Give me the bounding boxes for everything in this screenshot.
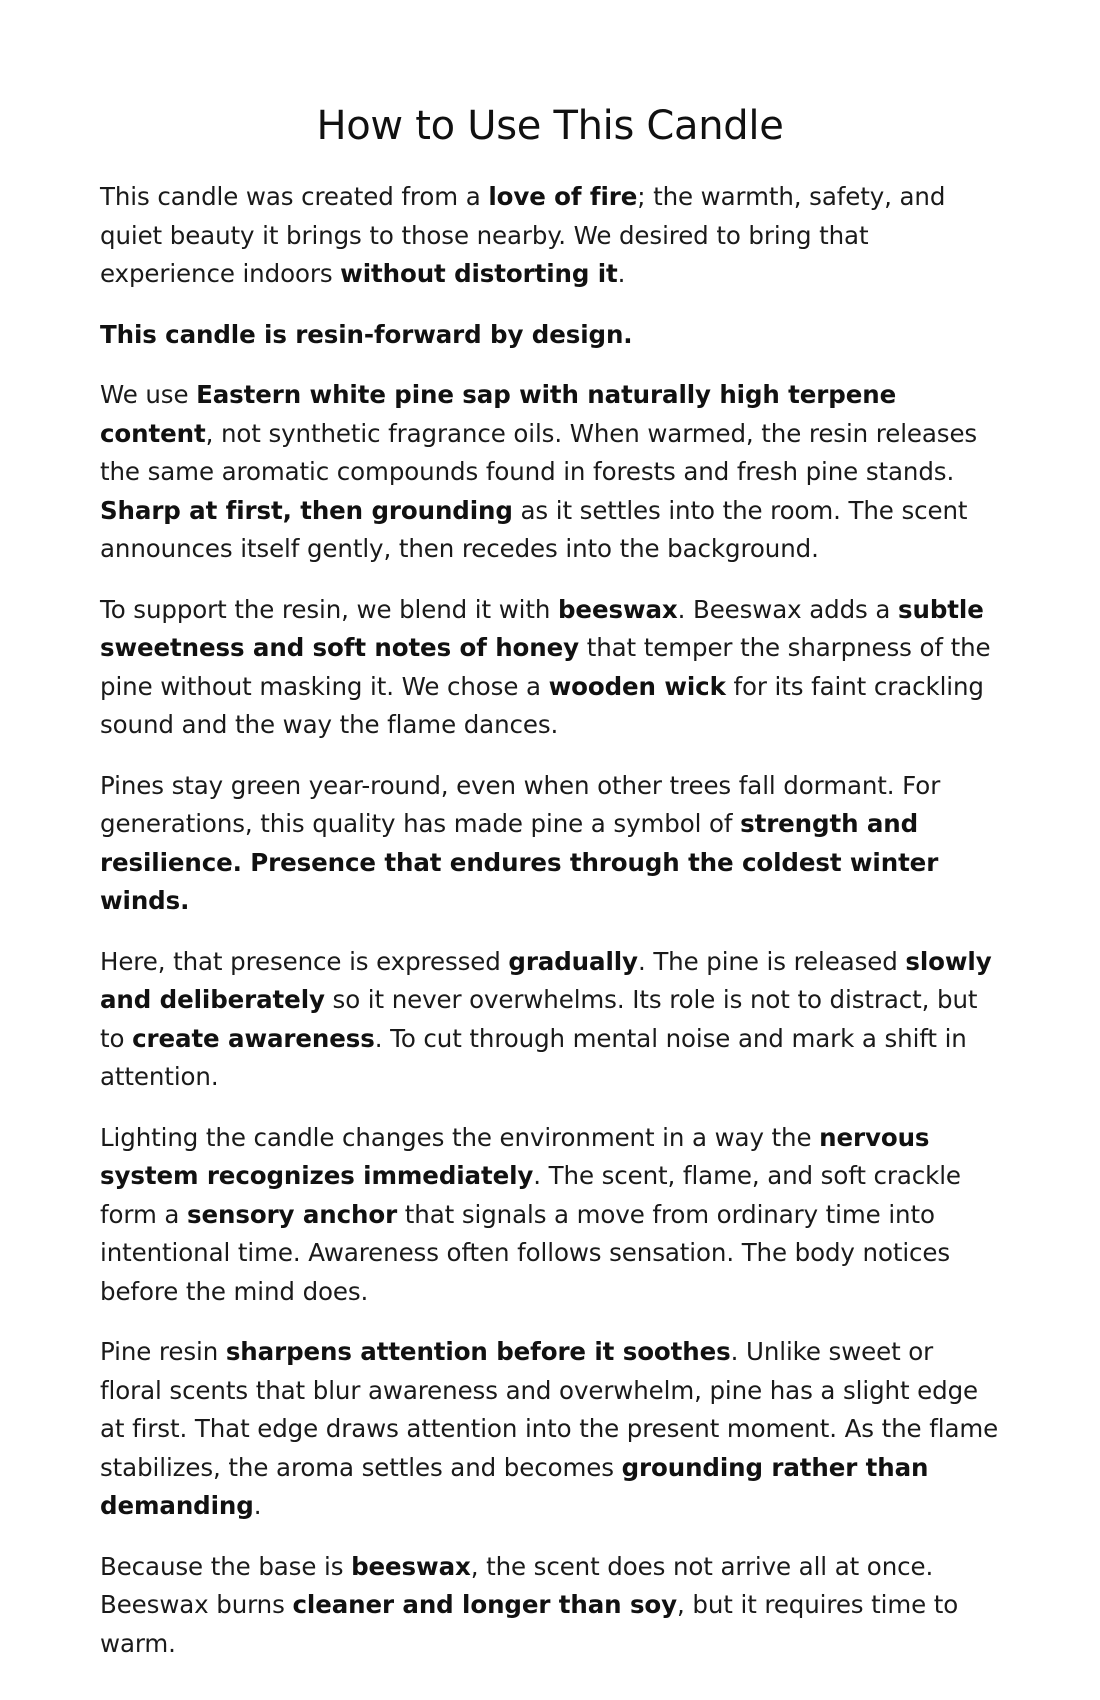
emphasis-text: slowly and deliberately [100, 946, 992, 1014]
body-text: . The scent, flame, and soft crackle form a [100, 1161, 961, 1229]
emphasis-text: beeswax [557, 594, 678, 624]
emphasis-text: love of fire [488, 182, 638, 211]
emphasis-text: Eastern white pine sap with naturally high terpene content [100, 380, 897, 448]
body-text: To support the resin, we blend it with [100, 594, 558, 624]
emphasis-text: Sharp at first, then grounding [100, 495, 513, 525]
body-text: Pine resin [100, 1337, 226, 1366]
emphasis-text: create awareness [132, 1023, 375, 1053]
emphasis-text: sensory anchor [187, 1199, 398, 1229]
body-text: . The pine is released [637, 946, 906, 976]
body-text: . [253, 1491, 262, 1520]
emphasis-text: without distorting it [340, 259, 618, 288]
paragraph-sensory-anchor [100, 1119, 1000, 1312]
body-text: . Unlike sweet or floral scents that blur awareness and overwhelm, pine has a slight edge at first. That edge draws attention into the present moment. As the flame stabilizes, the aroma settles and becomes [100, 1337, 999, 1482]
body-text: that signals a move from ordinary time into intentional time. Awareness often follows sensation. The body notices before the mind does. [100, 1199, 951, 1306]
paragraph-gradual-presence [100, 943, 1000, 1097]
emphasis-text: wooden wick [548, 671, 726, 701]
paragraph-love-of-fire [100, 178, 1000, 294]
body-text: Because the base is [100, 1551, 352, 1581]
paragraph-beeswax-base [100, 1548, 1000, 1664]
paragraph-resin-forward [100, 316, 1000, 355]
paragraph-sharpens-attention [100, 1333, 1000, 1526]
body-text: We use [100, 380, 197, 409]
body-text: so it never overwhelms. Its role is not to distract, but to [100, 985, 978, 1053]
emphasis-text: gradually [508, 946, 638, 976]
body-text: that temper the sharpness of the pine without masking it. We chose a [100, 633, 991, 701]
emphasis-text: subtle sweetness and soft notes of honey [100, 594, 984, 662]
body-text: ; the warmth, safety, and quiet beauty it brings to those nearby. We desired to bring that experience indoors [100, 182, 946, 288]
body-text: Lighting the candle changes the environment in a way the [100, 1122, 820, 1152]
paragraph-beeswax-blend [100, 591, 1000, 745]
paragraph-pine-sap [100, 376, 1000, 569]
body-text: . Beeswax adds a [677, 594, 899, 624]
emphasis-text: nervous system recognizes immediately [100, 1122, 930, 1190]
body-text: . To cut through mental noise and mark a shift in attention. [100, 1023, 967, 1091]
body-text: , the scent does not arrive all at once. Beeswax burns [100, 1551, 934, 1619]
emphasis-text: beeswax [351, 1551, 471, 1581]
emphasis-text: cleaner and longer than soy [292, 1590, 678, 1619]
body-text: as it settles into the room. The scent announces itself gently, then recedes into the background. [100, 495, 968, 563]
emphasis-text: This candle is resin-forward by design. [100, 319, 633, 349]
body-text: Here, that presence is expressed [100, 946, 509, 976]
paragraph-pine-symbolism [100, 767, 1000, 921]
body-text: , not synthetic fragrance oils. When warmed, the resin releases the same aromatic compounds found in forests and fresh pine stands. [100, 418, 978, 486]
emphasis-text: sharpens attention before it soothes [225, 1337, 731, 1366]
emphasis-text: strength and resilience. Presence that endures through the coldest winter winds. [100, 809, 939, 915]
body-text: Pines stay green year-round, even when other trees fall dormant. For generations, this quality has made pine a symbol of [100, 770, 941, 838]
body-text: , but it requires time to warm. [100, 1590, 959, 1658]
body-text: for its faint crackling sound and the way the flame dances. [100, 671, 984, 739]
body-text: . [617, 259, 626, 288]
page-title: How to Use This Candle [316, 103, 784, 149]
emphasis-text: grounding rather than demanding [100, 1452, 929, 1520]
body-text: This candle was created from a [100, 182, 489, 211]
